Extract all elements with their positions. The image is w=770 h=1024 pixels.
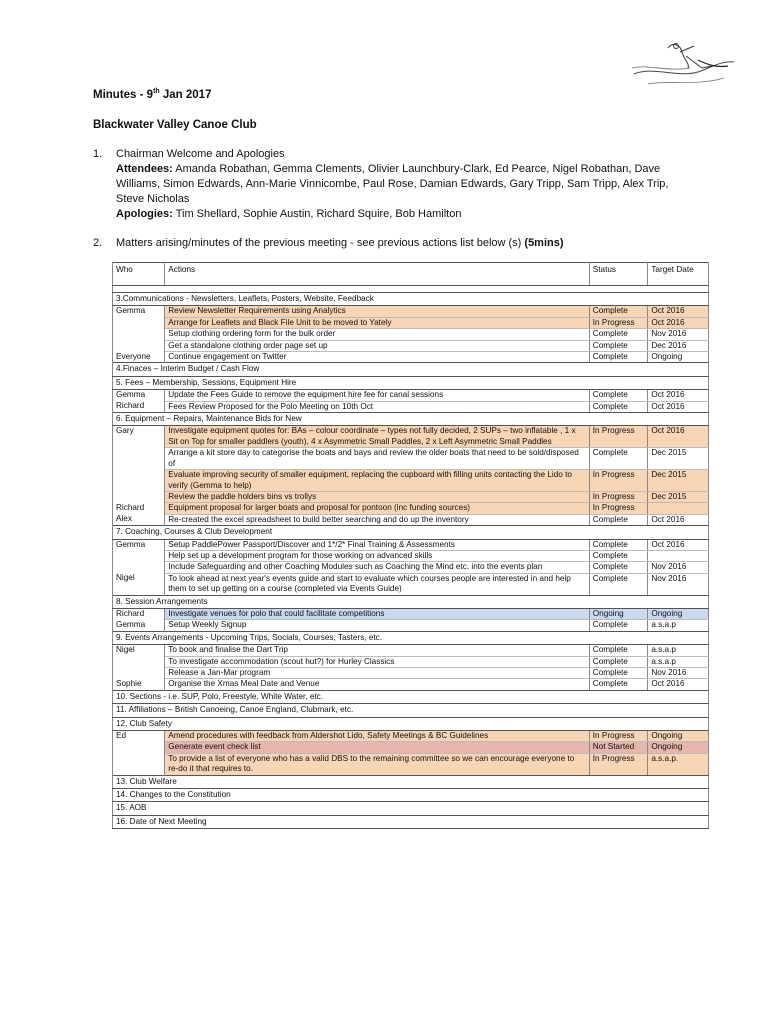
- target-date-cell: Dec 2016: [648, 340, 709, 351]
- action-cell: Arrange for Leaflets and Black File Unit to be moved to Yately: [165, 317, 590, 328]
- section-header-row: [113, 376, 709, 389]
- status-cell: Complete: [589, 668, 648, 679]
- target-date-cell: a.s.a.p: [648, 645, 709, 656]
- action-cell: Review Newsletter Requirements using Analytics: [165, 306, 590, 317]
- who-cell: Everyone: [113, 352, 165, 363]
- table-row: [113, 306, 709, 317]
- table-row: [113, 620, 709, 631]
- who-cell: Gary: [113, 426, 165, 448]
- section-title: 9. Events Arrangements - Upcoming Trips, Socials, Courses, Tasters, etc.: [113, 631, 709, 644]
- action-cell: Equipment proposal for larger boats and proposal for pontoon (inc funding sources): [165, 503, 590, 514]
- header-actions: Actions: [165, 263, 590, 286]
- section-header-row: [113, 717, 709, 730]
- target-date-cell: [648, 550, 709, 561]
- table-spacer: [113, 286, 709, 293]
- section-header-row: [113, 815, 709, 828]
- table-row: [113, 317, 709, 328]
- target-date-cell: Ongoing: [648, 352, 709, 363]
- target-date-cell: Dec 2015: [648, 491, 709, 502]
- action-cell: Setup PaddlePower Passport/Discover and 1*/2* Final Training & Assessments: [165, 539, 590, 550]
- who-cell: Richard: [113, 503, 165, 514]
- table-row: [113, 390, 709, 401]
- status-cell: Complete: [589, 329, 648, 340]
- item-heading: Chairman Welcome and Apologies: [116, 148, 285, 160]
- who-cell: Richard: [113, 401, 165, 412]
- section-title: 12. Club Safety: [113, 717, 709, 730]
- attendees-list: Attendees: Amanda Robathan, Gemma Clements, Olivier Launchbury-Clark, Ed Pearce, Nigel Robathan, Dave Williams, Simon Edwards, Ann-Marie Vinnicombe, Paul Rose, Damian Edwards, Gary Tripp, Sam Tripp, Alex Trip, Steve Nicholas: [116, 163, 669, 205]
- who-cell: Nigel: [113, 645, 165, 656]
- target-date-cell: Oct 2016: [648, 539, 709, 550]
- action-cell: Release a Jan-Mar program: [165, 668, 590, 679]
- table-row: [113, 340, 709, 351]
- section-header-row: [113, 704, 709, 717]
- target-date-cell: a.s.a.p: [648, 620, 709, 631]
- table-row: [113, 731, 709, 742]
- table-row: [113, 329, 709, 340]
- who-cell: [113, 550, 165, 561]
- table-row: [113, 753, 709, 775]
- section-title: 14. Changes to the Constitution: [113, 789, 709, 802]
- actions-table: [112, 262, 709, 829]
- section-title: 3.Communications - Newsletters, Leaflets, Posters, Website, Feedback: [113, 293, 709, 306]
- section-header-row: [113, 363, 709, 376]
- status-cell: Complete: [589, 562, 648, 573]
- section-title: 13. Club Welfare: [113, 775, 709, 788]
- table-row: [113, 679, 709, 690]
- who-cell: Sophie: [113, 679, 165, 690]
- who-cell: Richard: [113, 608, 165, 619]
- action-cell: Setup clothing ordering form for the bulk order: [165, 329, 590, 340]
- action-cell: Generate event check list: [165, 742, 590, 753]
- who-cell: [113, 742, 165, 753]
- apologies-list: Apologies: Tim Shellard, Sophie Austin, Richard Squire, Bob Hamilton: [116, 208, 462, 220]
- status-cell: Complete: [589, 390, 648, 401]
- who-cell: [113, 340, 165, 351]
- section-header-row: [113, 526, 709, 539]
- status-cell: Complete: [589, 539, 648, 550]
- section-header-row: [113, 413, 709, 426]
- table-row: [113, 656, 709, 667]
- action-cell: To book and finalise the Dart Trip: [165, 645, 590, 656]
- target-date-cell: Oct 2016: [648, 306, 709, 317]
- action-cell: Fees Review Proposed for the Polo Meeting on 10th Oct: [165, 401, 590, 412]
- section-title: 11. Affiliations – British Canoeing, Canoe England, Clubmark, etc.: [113, 704, 709, 717]
- table-row: [113, 352, 709, 363]
- table-row: [113, 470, 709, 492]
- target-date-cell: Nov 2016: [648, 329, 709, 340]
- action-cell: Organise the Xmas Meal Date and Venue: [165, 679, 590, 690]
- action-cell: To look ahead at next year's events guide and start to evaluate which courses people are interested in and help them to set up getting on a course (completed via Events Guide): [165, 573, 590, 595]
- who-cell: Alex: [113, 514, 165, 525]
- section-title: 7. Coaching, Courses & Club Development: [113, 526, 709, 539]
- section-title: 16. Date of Next Meeting: [113, 815, 709, 828]
- status-cell: Complete: [589, 352, 648, 363]
- status-cell: Complete: [589, 401, 648, 412]
- status-cell: Complete: [589, 306, 648, 317]
- action-cell: Review the paddle holders bins vs trollys: [165, 491, 590, 502]
- action-cell: Evaluate improving security of smaller equipment, replacing the cupboard with filling units contacting the Lido to verify (Gemma to help): [165, 470, 590, 492]
- section-header-row: [113, 293, 709, 306]
- target-date-cell: Ongoing: [648, 742, 709, 753]
- who-cell: [113, 656, 165, 667]
- status-cell: In Progress: [589, 491, 648, 502]
- action-cell: Re-created the excel spreadsheet to build better searching and do up the inventory: [165, 514, 590, 525]
- action-cell: Arrange a kit store day to categorise the boats and bays and review the older boats that need to be sold/disposed of: [165, 448, 590, 470]
- status-cell: Complete: [589, 340, 648, 351]
- status-cell: In Progress: [589, 426, 648, 448]
- table-row: [113, 448, 709, 470]
- status-cell: In Progress: [589, 731, 648, 742]
- target-date-cell: [648, 503, 709, 514]
- action-cell: Investigate venues for polo that could facilitate competitions: [165, 608, 590, 619]
- status-cell: In Progress: [589, 317, 648, 328]
- who-cell: Gemma: [113, 390, 165, 401]
- table-row: [113, 608, 709, 619]
- status-cell: In Progress: [589, 753, 648, 775]
- target-date-cell: Oct 2016: [648, 401, 709, 412]
- header-who: Who: [113, 263, 165, 286]
- target-date-cell: Ongoing: [648, 608, 709, 619]
- table-row: [113, 401, 709, 412]
- action-cell: Investigate equipment quotes for: BAs – colour coordinate – types not fully decided, 2 SUPs – two inflatable , 1 x Sit on Top for smaller paddlers (youth), 4 x Asymmetric Small Paddles, 2 x Left Asymmetric Small Paddles: [165, 426, 590, 448]
- action-cell: To provide a list of everyone who has a valid DBS to the remaining committee so we can encourage everyone to re-do it that requires to.: [165, 753, 590, 775]
- section-title: 10. Sections - i.e. SUP, Polo, Freestyle, White Water, etc.: [113, 690, 709, 703]
- table-row: [113, 503, 709, 514]
- target-date-cell: Dec 2015: [648, 470, 709, 492]
- action-cell: Include Safeguarding and other Coaching Modules such as Coaching the Mind etc. into the events plan: [165, 562, 590, 573]
- action-cell: To investigate accommodation (scout hut?) for Hurley Classics: [165, 656, 590, 667]
- action-cell: Help set up a development program for those working on advanced skills: [165, 550, 590, 561]
- status-cell: Complete: [589, 679, 648, 690]
- who-cell: [113, 668, 165, 679]
- section-header-row: [113, 595, 709, 608]
- item-time: (5mins): [524, 237, 564, 249]
- action-cell: Amend procedures with feedback from Aldershot Lido, Safety Meetings & BC Guidelines: [165, 731, 590, 742]
- who-cell: Gemma: [113, 620, 165, 631]
- table-row: [113, 668, 709, 679]
- section-header-row: [113, 802, 709, 815]
- action-cell: Get a standalone clothing order page set up: [165, 340, 590, 351]
- target-date-cell: a.s.a.p.: [648, 753, 709, 775]
- target-date-cell: Oct 2016: [648, 390, 709, 401]
- who-cell: Nigel: [113, 573, 165, 595]
- who-cell: [113, 329, 165, 340]
- table-row: [113, 550, 709, 561]
- status-cell: Complete: [589, 448, 648, 470]
- header-target-date: Target Date: [648, 263, 709, 286]
- table-row: [113, 539, 709, 550]
- table-row: [113, 562, 709, 573]
- status-cell: Complete: [589, 514, 648, 525]
- table-row: [113, 742, 709, 753]
- who-cell: [113, 562, 165, 573]
- minutes-title: Minutes - 9th Jan 2017: [93, 88, 212, 101]
- target-date-cell: Nov 2016: [648, 668, 709, 679]
- target-date-cell: Oct 2016: [648, 317, 709, 328]
- target-date-cell: Ongoing: [648, 731, 709, 742]
- action-cell: Update the Fees Guide to remove the equipment hire fee for canal sessions: [165, 390, 590, 401]
- who-cell: [113, 753, 165, 775]
- target-date-cell: Dec 2015: [648, 448, 709, 470]
- status-cell: Complete: [589, 645, 648, 656]
- table-row: [113, 491, 709, 502]
- item-number: 1.: [93, 148, 103, 160]
- action-cell: Continue engagement on Twitter: [165, 352, 590, 363]
- section-title: 6. Equipment – Repairs, Maintenance Bids for New: [113, 413, 709, 426]
- section-header-row: [113, 631, 709, 644]
- who-cell: Ed: [113, 731, 165, 742]
- who-cell: [113, 470, 165, 492]
- section-title: 5. Fees – Membership, Sessions, Equipment Hire: [113, 376, 709, 389]
- who-cell: Gemma: [113, 306, 165, 317]
- status-cell: Not Started: [589, 742, 648, 753]
- table-header-row: [113, 263, 709, 286]
- status-cell: Ongoing: [589, 608, 648, 619]
- club-name: Blackwater Valley Canoe Club: [93, 119, 257, 131]
- target-date-cell: Oct 2016: [648, 426, 709, 448]
- section-header-row: [113, 789, 709, 802]
- status-cell: Complete: [589, 620, 648, 631]
- target-date-cell: a.s.a.p: [648, 656, 709, 667]
- status-cell: Complete: [589, 656, 648, 667]
- target-date-cell: Nov 2016: [648, 562, 709, 573]
- section-title: 4.Finaces – Interim Budget / Cash Flow: [113, 363, 709, 376]
- target-date-cell: Nov 2016: [648, 573, 709, 595]
- section-header-row: [113, 690, 709, 703]
- who-cell: [113, 491, 165, 502]
- item-text: Matters arising/minutes of the previous meeting - see previous actions list below (s): [116, 237, 525, 249]
- table-row: [113, 573, 709, 595]
- section-title: 8. Session Arrangements: [113, 595, 709, 608]
- who-cell: Gemma: [113, 539, 165, 550]
- who-cell: [113, 317, 165, 328]
- section-header-row: [113, 775, 709, 788]
- target-date-cell: Oct 2016: [648, 514, 709, 525]
- section-title: 15. AOB: [113, 802, 709, 815]
- table-row: [113, 645, 709, 656]
- status-cell: In Progress: [589, 503, 648, 514]
- who-cell: [113, 448, 165, 470]
- status-cell: Complete: [589, 550, 648, 561]
- target-date-cell: Oct 2016: [648, 679, 709, 690]
- table-row: [113, 514, 709, 525]
- status-cell: Complete: [589, 573, 648, 595]
- header-status: Status: [589, 263, 648, 286]
- action-cell: Setup Weekly Signup: [165, 620, 590, 631]
- item-number: 2.: [93, 237, 103, 249]
- status-cell: In Progress: [589, 470, 648, 492]
- club-logo-paddler-icon: [628, 38, 738, 96]
- table-row: [113, 426, 709, 448]
